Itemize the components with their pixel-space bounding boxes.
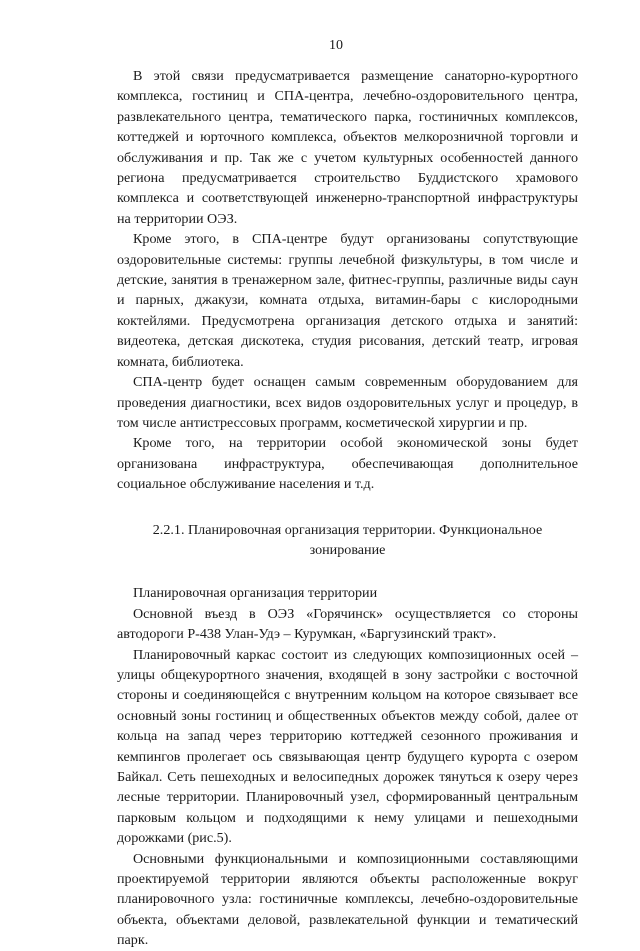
section-heading: 2.2.1. Планировочная организация территории. Функциональное зонирование <box>152 521 543 558</box>
document-body <box>117 66 578 951</box>
paragraph-spa-equipment: СПА-центр будет оснащен самым современным оборудованием для проведения диагностики, всех видов оздоровительных услуг и процедур, в том числе антистрессовых программ, косметической хирургии и пр. <box>117 374 578 431</box>
page-number: 10 <box>329 38 343 53</box>
paragraph-spa-systems: Кроме этого, в СПА-центре будут организованы сопутствующие оздоровительные системы: группы лечебной физкультуры, в том числе и детские, занятия в тренажерном зале, фитнес-группы, различные виды саун и парных, джакузи, комната отдыха, витамин-бары с кислородными коктейлями. Предусмотрена организация детского отдыха и занятий: видеотека, детская дискотека, студия рисования, детский театр, игровая комната, библиотека. <box>117 231 578 370</box>
paragraph-main-entrance: Основной въезд в ОЭЗ «Горячинск» осуществляется со стороны автодороги Р-438 Улан-Удэ – Курумкан, «Баргузинский тракт». <box>117 605 578 643</box>
paragraph-resort-complex: В этой связи предусматривается размещение санаторно-курортного комплекса, гостиниц и СПА-центра, лечебно-оздоровительного центра, развлекательного центра, тематического парка, гостиничных комплексов, коттеджей и юрточного комплекса, объектов мелкорозничной торговли и обслуживания и пр. Так же с учетом культурных особенностей данного региона предусматривается строительство Буддистского храмового комплекса и соответствующей инженерно-транспортной инфраструктуры на территории ОЭЗ. <box>117 68 578 227</box>
paragraph-planning-frame: Планировочный каркас состоит из следующих композиционных осей – улицы общекурортного значения, входящей в зону застройки с восточной стороны и соединяющейся с внутренним кольцом на которое связывает все основный зоны гостиниц и общественных объектов между собой, далее от кольца на запад через территорию коттеджей сезонного проживания и кемпингов пролегает ось связывающая центр будущего курорта с озером Байкал. Сеть пешеходных и велосипедных дорожек тянуться к озеру через лесные территории. Планировочный узел, сформированный центральным парковым кольцом и подходящими к нему улицами и пешеходными дорожками (рис.5). <box>117 646 578 847</box>
paragraph-functional-components: Основными функциональными и композиционными составляющими проектируемой территории являются объекты расположенные вокруг планировочного узла: гостиничные комплексы, лечебно-оздоровительные объекта, объектами деловой, развлекательной функции и тематический парк. <box>117 850 578 949</box>
paragraph-infrastructure: Кроме того, на территории особой экономической зоны будет организована инфраструктура, обеспечивающая дополнительное социальное обслуживание населения и т.д. <box>117 435 578 493</box>
subsection-title: Планировочная организация территории <box>133 585 378 602</box>
